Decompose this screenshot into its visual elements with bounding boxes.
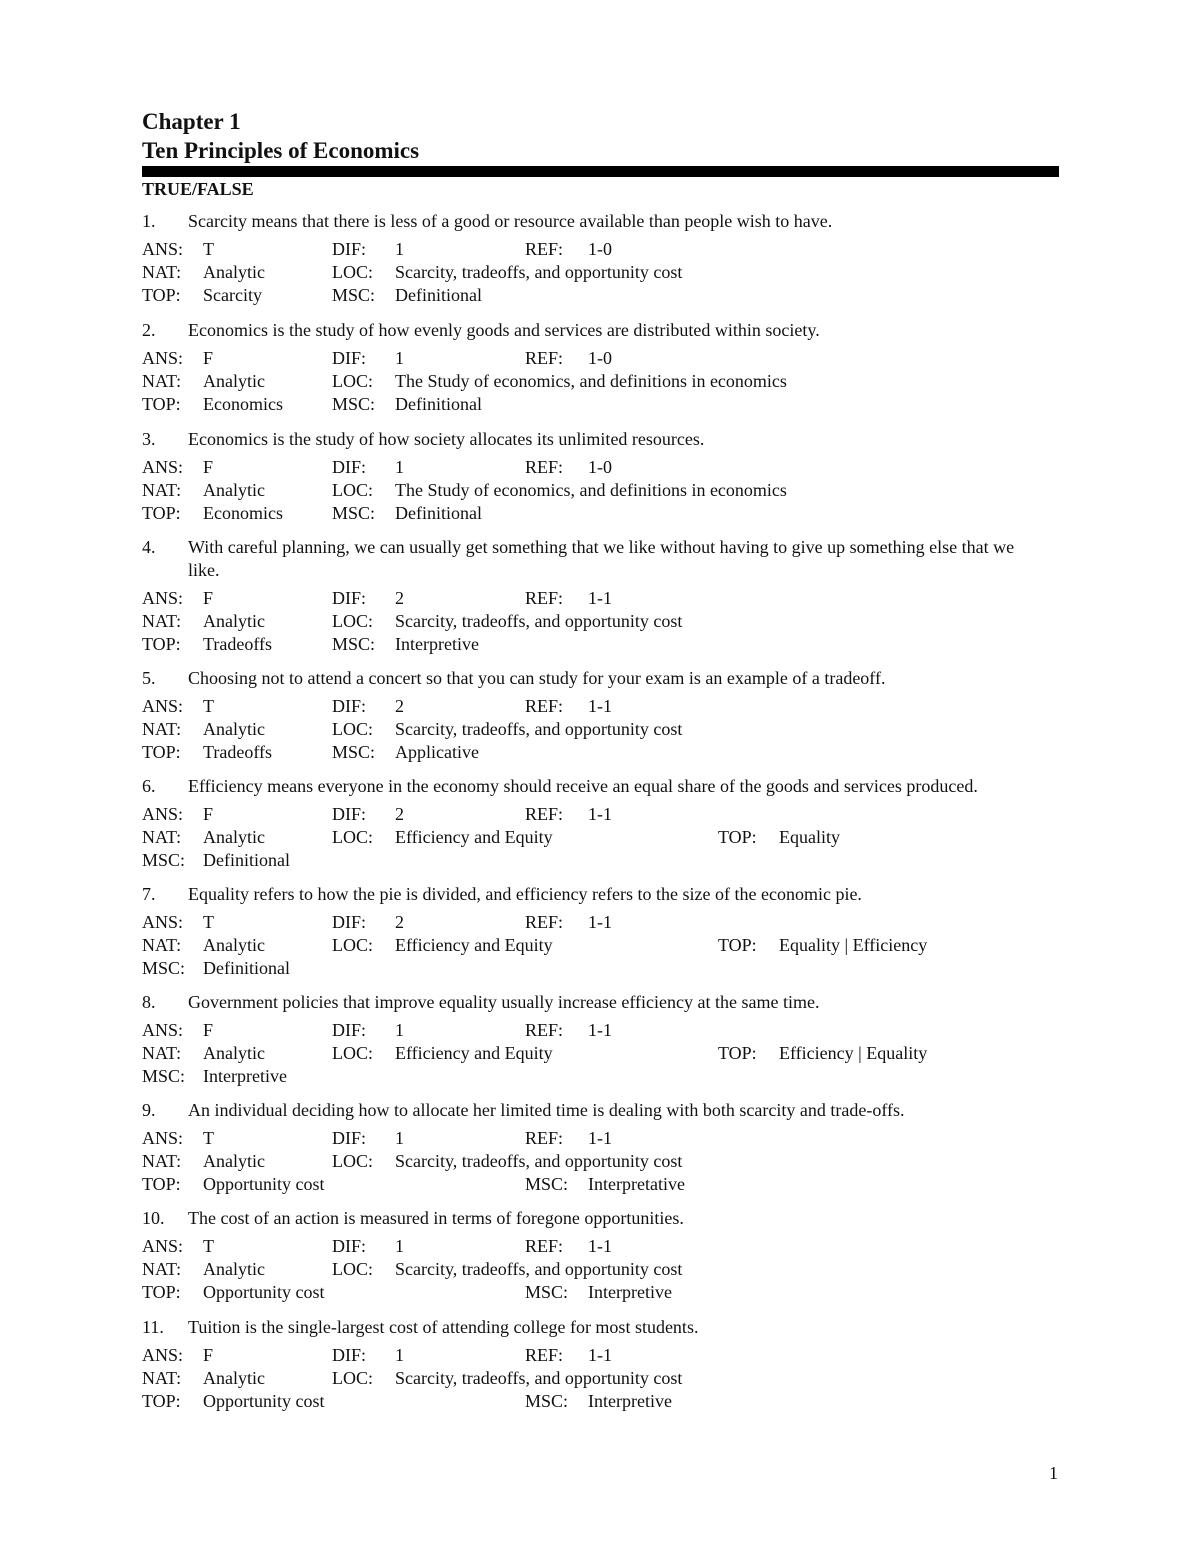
msc-label: MSC: (332, 503, 376, 523)
msc-value: Definitional (395, 394, 482, 414)
loc-value: The Study of economics, and definitions in economics (395, 371, 787, 391)
question-text: With careful planning, we can usually get something that we like without having to give up something else that we like. (188, 537, 1015, 580)
loc-value: Efficiency and Equity (395, 1043, 553, 1063)
nat-value: Analytic (203, 1259, 265, 1279)
msc-value: Definitional (395, 285, 482, 305)
ans-value: T (203, 1128, 214, 1148)
top-label: TOP: (718, 1043, 757, 1063)
top-label: TOP: (142, 285, 181, 305)
dif-label: DIF: (332, 1020, 367, 1040)
ans-value: F (203, 1020, 214, 1040)
dif-value: 1 (395, 1236, 404, 1256)
question-text: Tuition is the single-largest cost of attending college for most students. (188, 1317, 699, 1337)
question-text: Scarcity means that there is less of a good or resource available than people wish to have. (188, 211, 833, 231)
loc-label: LOC: (332, 1151, 374, 1171)
ref-label: REF: (525, 457, 564, 477)
dif-value: 1 (395, 457, 404, 477)
nat-value: Analytic (203, 1043, 265, 1063)
ans-label: ANS: (142, 696, 184, 716)
msc-label: MSC: (332, 742, 376, 762)
top-value: Equality (779, 827, 840, 847)
ans-label: ANS: (142, 457, 184, 477)
top-value: Opportunity cost (203, 1282, 325, 1302)
nat-label: NAT: (142, 827, 182, 847)
loc-label: LOC: (332, 480, 374, 500)
msc-label: MSC: (142, 850, 186, 870)
loc-value: Scarcity, tradeoffs, and opportunity cost (395, 262, 683, 282)
top-label: TOP: (142, 394, 181, 414)
question-number: 5. (142, 668, 156, 688)
question-number: 4. (142, 537, 156, 557)
loc-label: LOC: (332, 262, 374, 282)
top-label: TOP: (142, 1391, 181, 1411)
dif-label: DIF: (332, 804, 367, 824)
question-number: 1. (142, 211, 156, 231)
dif-label: DIF: (332, 1345, 367, 1365)
dif-value: 2 (395, 912, 404, 932)
dif-label: DIF: (332, 457, 367, 477)
dif-label: DIF: (332, 239, 367, 259)
ref-value: 1-1 (588, 1236, 612, 1256)
heading-rule (142, 166, 1059, 177)
ref-value: 1-1 (588, 1020, 612, 1040)
ref-label: REF: (525, 588, 564, 608)
nat-label: NAT: (142, 611, 182, 631)
dif-value: 1 (395, 1345, 404, 1365)
dif-value: 2 (395, 588, 404, 608)
ans-value: F (203, 348, 214, 368)
nat-label: NAT: (142, 371, 182, 391)
dif-value: 1 (395, 1128, 404, 1148)
ans-value: T (203, 239, 214, 259)
ref-label: REF: (525, 696, 564, 716)
question-number: 2. (142, 320, 156, 340)
dif-label: DIF: (332, 1236, 367, 1256)
msc-label: MSC: (142, 958, 186, 978)
dif-label: DIF: (332, 588, 367, 608)
question-text: The cost of an action is measured in terms of foregone opportunities. (188, 1208, 684, 1228)
msc-value: Applicative (395, 742, 479, 762)
question-number: 6. (142, 776, 156, 796)
top-value: Economics (203, 394, 283, 414)
section-heading: TRUE/FALSE (142, 179, 254, 199)
ref-label: REF: (525, 348, 564, 368)
dif-label: DIF: (332, 1128, 367, 1148)
top-value: Scarcity (203, 285, 262, 305)
ans-label: ANS: (142, 1020, 184, 1040)
msc-label: MSC: (332, 285, 376, 305)
question-number: 9. (142, 1100, 156, 1120)
top-label: TOP: (142, 634, 181, 654)
ans-label: ANS: (142, 804, 184, 824)
ans-label: ANS: (142, 912, 184, 932)
nat-value: Analytic (203, 1151, 265, 1171)
loc-label: LOC: (332, 1368, 374, 1388)
top-label: TOP: (718, 827, 757, 847)
top-value: Efficiency | Equality (779, 1043, 928, 1063)
loc-value: Scarcity, tradeoffs, and opportunity cost (395, 611, 683, 631)
question-number: 3. (142, 429, 156, 449)
msc-value: Interpretive (395, 634, 479, 654)
ref-label: REF: (525, 1345, 564, 1365)
nat-value: Analytic (203, 611, 265, 631)
msc-label: MSC: (525, 1282, 569, 1302)
nat-label: NAT: (142, 480, 182, 500)
loc-label: LOC: (332, 611, 374, 631)
chapter-title: Ten Principles of Economics (142, 138, 420, 163)
msc-label: MSC: (142, 1066, 186, 1086)
ref-label: REF: (525, 1128, 564, 1148)
nat-value: Analytic (203, 262, 265, 282)
ref-label: REF: (525, 239, 564, 259)
nat-value: Analytic (203, 1368, 265, 1388)
ref-value: 1-1 (588, 588, 612, 608)
ref-value: 1-1 (588, 1345, 612, 1365)
loc-label: LOC: (332, 371, 374, 391)
top-label: TOP: (142, 742, 181, 762)
nat-value: Analytic (203, 719, 265, 739)
ref-label: REF: (525, 804, 564, 824)
ref-label: REF: (525, 912, 564, 932)
ans-value: F (203, 804, 214, 824)
question-text: Equality refers to how the pie is divided, and efficiency refers to the size of the economic pie. (188, 884, 862, 904)
ans-label: ANS: (142, 1128, 184, 1148)
top-label: TOP: (142, 1282, 181, 1302)
ref-value: 1-1 (588, 804, 612, 824)
ans-value: F (203, 588, 214, 608)
ans-value: T (203, 912, 214, 932)
loc-label: LOC: (332, 719, 374, 739)
dif-label: DIF: (332, 912, 367, 932)
chapter-heading: Chapter 1 (142, 109, 241, 134)
msc-label: MSC: (332, 634, 376, 654)
ans-label: ANS: (142, 588, 184, 608)
nat-label: NAT: (142, 1151, 182, 1171)
dif-label: DIF: (332, 696, 367, 716)
ref-value: 1-1 (588, 696, 612, 716)
question-text: Government policies that improve equality usually increase efficiency at the same time. (188, 992, 820, 1012)
dif-value: 2 (395, 804, 404, 824)
top-value: Economics (203, 503, 283, 523)
question-text: Economics is the study of how society allocates its unlimited resources. (188, 429, 705, 449)
question-number: 10. (142, 1208, 165, 1228)
nat-label: NAT: (142, 1043, 182, 1063)
nat-value: Analytic (203, 935, 265, 955)
loc-value: The Study of economics, and definitions in economics (395, 480, 787, 500)
ref-value: 1-1 (588, 912, 612, 932)
nat-label: NAT: (142, 1259, 182, 1279)
ref-value: 1-0 (588, 457, 612, 477)
top-value: Tradeoffs (203, 742, 273, 762)
loc-value: Scarcity, tradeoffs, and opportunity cost (395, 719, 683, 739)
page-number: 1 (1049, 1463, 1058, 1483)
loc-value: Efficiency and Equity (395, 935, 553, 955)
msc-value: Definitional (395, 503, 482, 523)
loc-label: LOC: (332, 1259, 374, 1279)
nat-label: NAT: (142, 262, 182, 282)
dif-value: 1 (395, 1020, 404, 1040)
ans-label: ANS: (142, 1236, 184, 1256)
question-number: 8. (142, 992, 156, 1012)
ref-value: 1-0 (588, 348, 612, 368)
top-label: TOP: (142, 503, 181, 523)
top-label: TOP: (142, 1174, 181, 1194)
top-value: Equality | Efficiency (779, 935, 928, 955)
ans-label: ANS: (142, 239, 184, 259)
ref-label: REF: (525, 1236, 564, 1256)
question-text: Economics is the study of how evenly goods and services are distributed within society. (188, 320, 820, 340)
dif-value: 2 (395, 696, 404, 716)
dif-value: 1 (395, 239, 404, 259)
loc-label: LOC: (332, 827, 374, 847)
question-number: 7. (142, 884, 156, 904)
top-value: Opportunity cost (203, 1391, 325, 1411)
nat-value: Analytic (203, 480, 265, 500)
ans-value: F (203, 457, 214, 477)
ref-value: 1-0 (588, 239, 612, 259)
nat-label: NAT: (142, 935, 182, 955)
ans-label: ANS: (142, 348, 184, 368)
loc-label: LOC: (332, 1043, 374, 1063)
msc-label: MSC: (525, 1174, 569, 1194)
dif-label: DIF: (332, 348, 367, 368)
question-text: Choosing not to attend a concert so that you can study for your exam is an example of a tradeoff. (188, 668, 886, 688)
top-label: TOP: (718, 935, 757, 955)
top-value: Opportunity cost (203, 1174, 325, 1194)
nat-label: NAT: (142, 719, 182, 739)
ans-label: ANS: (142, 1345, 184, 1365)
loc-label: LOC: (332, 935, 374, 955)
ans-value: F (203, 1345, 214, 1365)
question-text: Efficiency means everyone in the economy should receive an equal share of the goods and services produced. (188, 776, 978, 796)
msc-value: Interpretive (588, 1282, 672, 1302)
loc-value: Efficiency and Equity (395, 827, 553, 847)
msc-value: Definitional (203, 850, 290, 870)
ref-label: REF: (525, 1020, 564, 1040)
loc-value: Scarcity, tradeoffs, and opportunity cost (395, 1151, 683, 1171)
nat-value: Analytic (203, 827, 265, 847)
msc-value: Interpretive (203, 1066, 287, 1086)
ans-value: T (203, 696, 214, 716)
dif-value: 1 (395, 348, 404, 368)
top-value: Tradeoffs (203, 634, 273, 654)
ans-value: T (203, 1236, 214, 1256)
loc-value: Scarcity, tradeoffs, and opportunity cost (395, 1368, 683, 1388)
msc-label: MSC: (525, 1391, 569, 1411)
loc-value: Scarcity, tradeoffs, and opportunity cost (395, 1259, 683, 1279)
msc-value: Definitional (203, 958, 290, 978)
ref-value: 1-1 (588, 1128, 612, 1148)
msc-value: Interpretive (588, 1391, 672, 1411)
nat-label: NAT: (142, 1368, 182, 1388)
msc-value: Interpretative (588, 1174, 685, 1194)
msc-label: MSC: (332, 394, 376, 414)
nat-value: Analytic (203, 371, 265, 391)
question-text: An individual deciding how to allocate her limited time is dealing with both scarcity and trade-offs. (188, 1100, 905, 1120)
question-number: 11. (142, 1317, 164, 1337)
